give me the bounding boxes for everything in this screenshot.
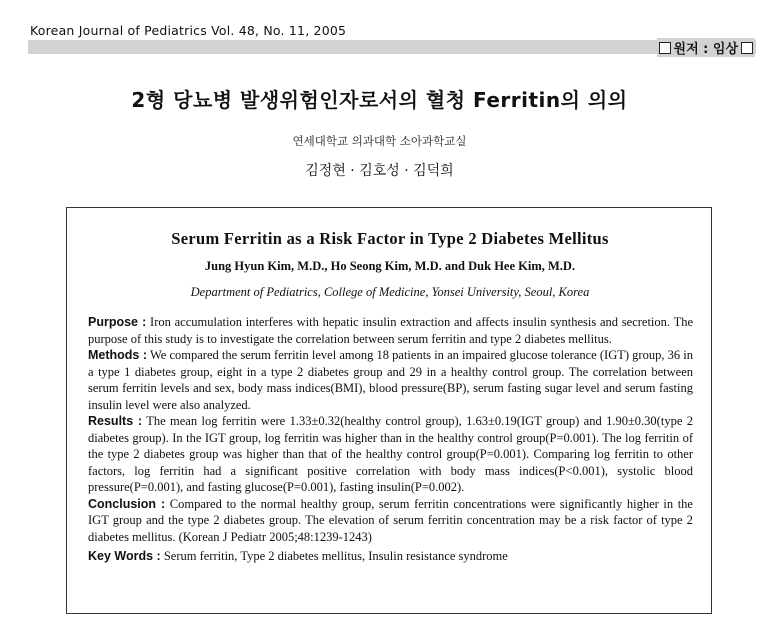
results-text: The mean log ferritin were 1.33±0.32(healthy control group), 1.63±0.19(IGT group) and 1.90±0.30(type 2 diabetes group). In the IGT group, log ferritin was higher than in the healthy control group(P=0.001). The log ferritin of the type 2 diabetes group was higher than that of the healthy control group(P=0.001). Comparing log ferritin to other factors, log ferritin had a significant positive correlation with body mass indices(P<0.001), systolic blood pressure(P=0.001), and fasting glucose(P=0.001), fasting insulin(P=0.002).	[88, 414, 694, 494]
abstract-body	[88, 314, 693, 565]
keywords-paragraph	[88, 548, 693, 565]
purpose-label: Purpose :	[88, 315, 147, 329]
korean-title: 2형 당뇨병 발생위험인자로서의 혈청 Ferritin의 의의	[131, 88, 628, 112]
checkbox-square-icon	[659, 42, 671, 54]
checkbox-square-icon	[741, 42, 753, 54]
english-authors: Jung Hyun Kim, M.D., Ho Seong Kim, M.D. and Duk Hee Kim, M.D.	[204, 259, 576, 273]
results-paragraph	[88, 413, 693, 496]
keywords-text: Serum ferritin, Type 2 diabetes mellitus, Insulin resistance syndrome	[160, 549, 508, 563]
keywords-label: Key Words :	[88, 549, 161, 563]
korean-affiliation: 연세대학교 의과대학 소아과학교실	[292, 134, 467, 148]
methods-text: We compared the serum ferritin level among 18 patients in an impaired glucose tolerance (IGT) group, 36 in a type 1 diabetes group, eight in a type 2 diabetes group and 29 in a healthy control group. The correlation between serum ferritin levels and sex, body mass indices(BMI), blood pressure(BP), serum fasting sugar level and serum fasting insulin level were also analyzed.	[88, 348, 693, 412]
methods-paragraph	[88, 347, 693, 413]
english-department: Department of Pediatrics, College of Medicine, Yonsei University, Seoul, Korea	[190, 285, 590, 299]
section-tag-label: 원저 : 임상	[673, 42, 738, 57]
header-bar	[28, 40, 756, 54]
english-title: Serum Ferritin as a Risk Factor in Type 2 Diabetes Mellitus	[171, 229, 609, 248]
purpose-paragraph	[88, 314, 693, 347]
journal-citation: Korean Journal of Pediatrics Vol. 48, No. 11, 2005	[30, 23, 347, 38]
purpose-text: Iron accumulation interferes with hepatic insulin extraction and affects insulin synthesis and secretion. The purpose of this study is to investigate the correlation between serum ferritin and type 2 diabetes mellitus.	[88, 315, 693, 346]
abstract-box	[66, 207, 712, 614]
conclusion-text: Compared to the normal healthy group, serum ferritin concentrations were significantly higher in the IGT group and the type 2 diabetes group. The elevation of serum ferritin concentration may be a risk factor of type 2 diabetes mellitus. (Korean J Pediatr 2005;48:1239-1243)	[88, 496, 693, 544]
korean-authors: 김정현 · 김호성 · 김덕희	[305, 163, 454, 179]
results-label: Results :	[88, 414, 143, 428]
conclusion-label: Conclusion :	[88, 496, 166, 511]
section-tag	[657, 38, 755, 57]
conclusion-paragraph	[88, 496, 693, 546]
methods-label: Methods :	[88, 348, 148, 362]
